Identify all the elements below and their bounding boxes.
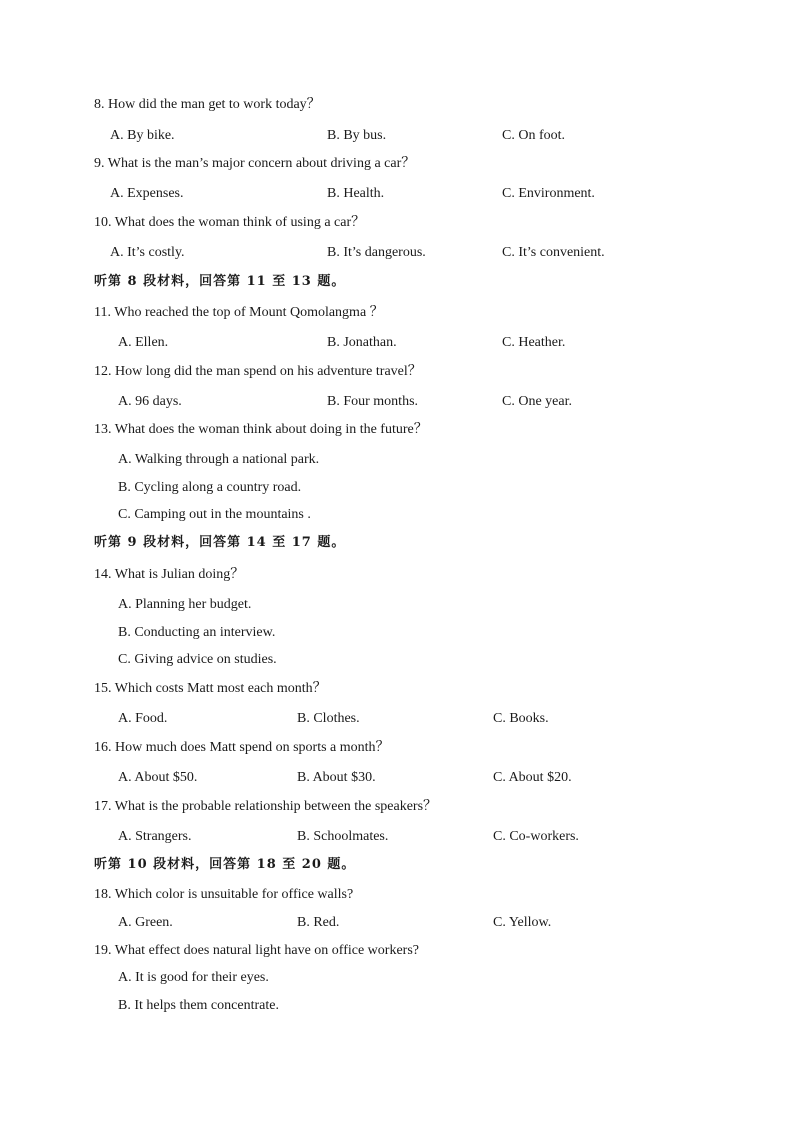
section-8-heading: 听第 8 段材料，回答第 11 至 13 题。 [94,274,346,289]
q9-option-a: A. Expenses. [110,186,184,201]
question-10: 10. What does the woman think of using a car？ [94,215,366,230]
question-19: 19. What effect does natural light have on office workers? [94,943,419,958]
question-18: 18. Which color is unsuitable for office walls? [94,887,354,902]
q12-option-a: A. 96 days. [118,394,182,409]
q18-option-a: A. Green. [118,915,173,930]
q12-option-b: B. Four months. [327,394,419,409]
question-13: 13. What does the woman think about doing in the future？ [94,422,428,437]
question-9: 9. What is the man’s major concern about driving a car？ [94,156,416,171]
q10-option-a: A. It’s costly. [110,245,185,260]
q17-option-b: B. Schoolmates. [297,829,389,844]
question-15: 15. Which costs Matt most each month？ [94,681,327,696]
q13-option-b: B. Cycling along a country road. [118,480,302,495]
question-17: 17. What is the probable relationship between the speakers？ [94,799,438,814]
q9-option-c: C. Environment. [502,186,595,201]
question-8: 8. How did the man get to work today？ [94,97,321,112]
q16-option-a: A. About $50. [118,770,198,785]
q9-option-b: B. Health. [327,186,385,201]
q10-option-b: B. It’s dangerous. [327,245,426,260]
q8-option-a: A. By bike. [110,128,175,143]
q8-option-b: B. By bus. [327,128,387,143]
q14-option-c: C. Giving advice on studies. [118,652,277,667]
q15-option-a: A. Food. [118,711,168,726]
q13-option-c: C. Camping out in the mountains . [118,507,311,522]
q11-option-a: A. Ellen. [118,335,169,350]
q15-option-c: C. Books. [493,711,549,726]
q17-option-a: A. Strangers. [118,829,192,844]
q14-option-b: B. Conducting an interview. [118,625,276,640]
q11-option-c: C. Heather. [502,335,566,350]
q18-option-c: C. Yellow. [493,915,552,930]
q10-option-c: C. It’s convenient. [502,245,605,260]
section-10-heading: 听第 10 段材料，回答第 18 至 20 题。 [94,857,356,872]
question-14: 14. What is Julian doing？ [94,567,245,582]
q19-option-b: B. It helps them concentrate. [118,998,279,1013]
q14-option-a: A. Planning her budget. [118,597,252,612]
q13-option-a: A. Walking through a national park. [118,452,320,467]
q16-option-b: B. About $30. [297,770,376,785]
q18-option-b: B. Red. [297,915,340,930]
q12-option-c: C. One year. [502,394,572,409]
q11-option-b: B. Jonathan. [327,335,397,350]
q15-option-b: B. Clothes. [297,711,360,726]
q8-option-c: C. On foot. [502,128,565,143]
question-11: 11. Who reached the top of Mount Qomolangma ？ [94,305,384,320]
q19-option-a: A. It is good for their eyes. [118,970,269,985]
q16-option-c: C. About $20. [493,770,572,785]
q17-option-c: C. Co-workers. [493,829,579,844]
question-16: 16. How much does Matt spend on sports a month？ [94,740,390,755]
question-12: 12. How long did the man spend on his adventure travel？ [94,364,422,379]
section-9-heading: 听第 9 段材料，回答第 14 至 17 题。 [94,535,346,550]
